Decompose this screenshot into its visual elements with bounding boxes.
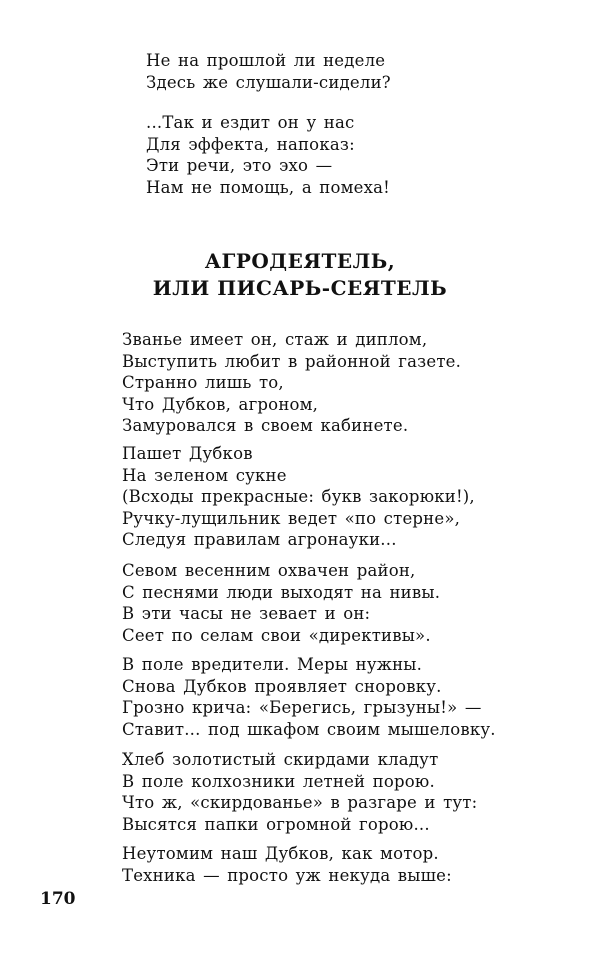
poem-stanza bbox=[122, 443, 475, 551]
verse-line: Замуровался в своем кабинете. bbox=[122, 416, 409, 436]
verse-line: Грозно крича: «Берегись, грызуны!» — bbox=[122, 698, 482, 718]
verse-line: Что Дубков, агроном, bbox=[122, 394, 319, 414]
verse-line: Нам не помощь, а помеха! bbox=[146, 177, 391, 197]
verse-line: (Всходы прекрасные: букв закорюки!), bbox=[122, 487, 475, 507]
poem-stanza bbox=[122, 329, 461, 437]
verse-line: Что ж, «скирдованье» в разгаре и тут: bbox=[122, 793, 478, 813]
poem-title-line: АГРОДЕЯТЕЛЬ, bbox=[204, 249, 396, 273]
verse-line: Пашет Дубков bbox=[122, 444, 253, 463]
verse-line: Здесь же слушали-сидели? bbox=[146, 72, 391, 92]
poem-stanza bbox=[122, 654, 496, 740]
verse-line: Эти речи, это эхо — bbox=[146, 156, 333, 176]
verse-line: С песнями люди выходят на нивы. bbox=[122, 582, 441, 602]
verse-line: Снова Дубков проявляет сноровку. bbox=[122, 676, 442, 696]
verse-line: Званье имеет он, стаж и диплом, bbox=[122, 330, 428, 349]
verse-line: В эти часы не зевает и он: bbox=[122, 604, 371, 624]
verse-line: Сеет по селам свои «директивы». bbox=[122, 625, 431, 645]
verse-line: В поле вредители. Меры нужны. bbox=[122, 655, 423, 674]
verse-line: Ставит... под шкафом своим мышеловку. bbox=[122, 719, 496, 739]
poem-stanza bbox=[122, 843, 452, 886]
page-number: 170 bbox=[40, 889, 76, 909]
verse-line: Ручку-лущильник ведет «по стерне», bbox=[122, 508, 461, 528]
previous-poem-stanza bbox=[146, 112, 390, 198]
verse-line: Для эффекта, напоказ: bbox=[146, 134, 355, 154]
verse-line: ...Так и ездит он у нас bbox=[146, 113, 355, 132]
poem-title bbox=[0, 248, 600, 302]
verse-line: Странно лишь то, bbox=[122, 373, 284, 393]
poem-stanza bbox=[122, 560, 440, 646]
verse-line: Следуя правилам агронауки... bbox=[122, 530, 397, 550]
verse-line: Неутомим наш Дубков, как мотор. bbox=[122, 844, 439, 863]
verse-line: Высятся папки огромной горою... bbox=[122, 814, 430, 834]
poem-title-line: ИЛИ ПИСАРЬ-СЕЯТЕЛЬ bbox=[152, 276, 448, 300]
verse-line: Выступить любит в районной газете. bbox=[122, 351, 462, 371]
verse-line: Техника — просто уж некуда выше: bbox=[122, 865, 452, 885]
verse-line: Хлеб золотистый скирдами кладут bbox=[122, 750, 439, 769]
poem-stanza bbox=[122, 749, 477, 835]
previous-poem-stanza bbox=[146, 50, 391, 93]
verse-line: На зеленом сукне bbox=[122, 465, 287, 485]
verse-line: В поле колхозники летней порою. bbox=[122, 771, 435, 791]
verse-line: Севом весенним охвачен район, bbox=[122, 561, 416, 580]
verse-line: Не на прошлой ли неделе bbox=[146, 51, 386, 70]
